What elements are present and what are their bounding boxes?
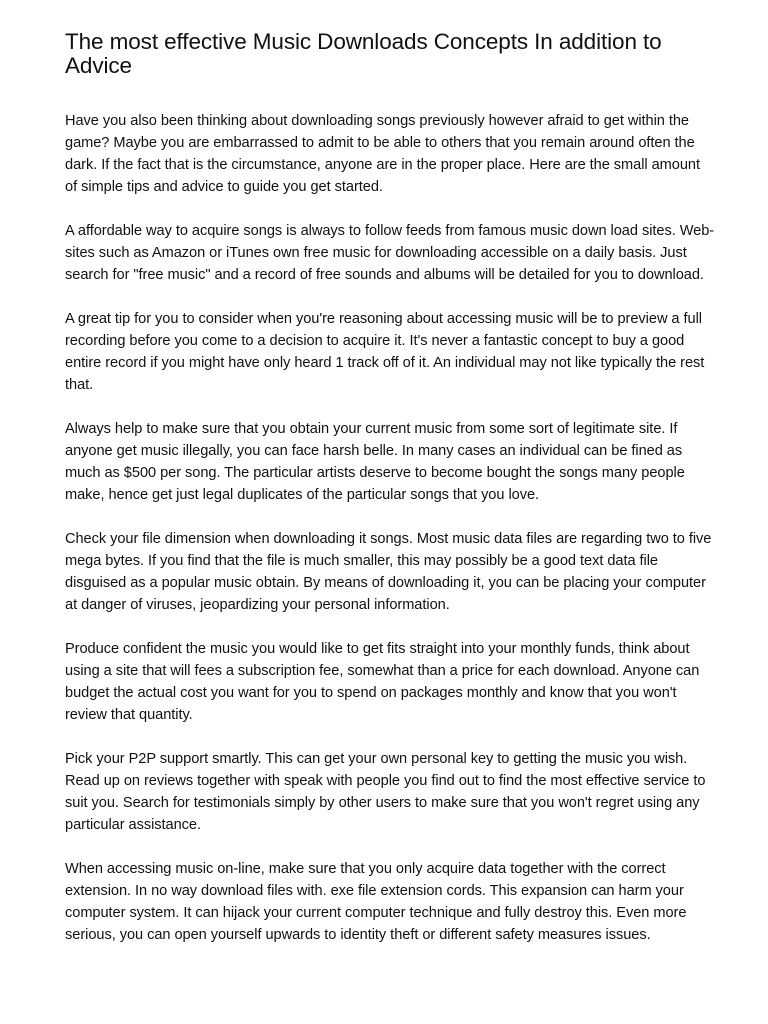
document-body — [65, 110, 715, 946]
paragraph-5: Check your file dimension when downloading it songs. Most music data files are regarding two to five mega bytes. If you find that the file is much smaller, this may possibly be a good text data file disguised as a popular music obtain. By means of downloading it, you can be placing your computer at danger of viruses, jeopardizing your personal information. — [65, 531, 712, 613]
document-title: The most effective Music Downloads Concepts In addition to Advice — [65, 29, 662, 78]
paragraph-4: Always help to make sure that you obtain your current music from some sort of legitimate site. If anyone get music illegally, you can face harsh belle. In many cases an individual can be fined as much as $500 per song. The particular artists deserve to become bought the songs many people make, hence get just legal duplicates of the particular songs that you love. — [65, 421, 685, 503]
paragraph-7: Pick your P2P support smartly. This can get your own personal key to getting the music you wish. Read up on reviews together with speak with people you find out to find the most effective service to suit you. Search for testimonials simply by other users to make sure that you won't regret using any particular assistance. — [65, 751, 706, 833]
document-page — [65, 30, 715, 968]
paragraph-6: Produce confident the music you would like to get fits straight into your monthly funds, think about using a site that will fees a subscription fee, somewhat than a price for each download. Anyone can budget the actual cost you want for you to spend on packages monthly and know that you won't review that quantity. — [65, 641, 700, 723]
paragraph-1: Have you also been thinking about downloading songs previously however afraid to get within the game? Maybe you are embarrassed to admit to be able to others that you remain around often the dark. If the fact that is the circumstance, anyone are in the proper place. Here are the small amount of simple tips and advice to guide you get started. — [65, 113, 700, 195]
paragraph-2: A affordable way to acquire songs is always to follow feeds from famous music down load sites. Web-sites such as Amazon or iTunes own free music for downloading accessible on a daily basis. Just search for "free music" and a record of free sounds and albums will be detailed for you to download. — [65, 223, 715, 283]
paragraph-3: A great tip for you to consider when you're reasoning about accessing music will be to preview a full recording before you come to a decision to acquire it. It's never a fantastic concept to buy a good entire record if you might have only heard 1 track off of it. An individual may not like typically the rest that. — [65, 311, 705, 393]
paragraph-8: When accessing music on-line, make sure that you only acquire data together with the correct extension. In no way download files with. exe file extension cords. This expansion can harm your computer system. It can hijack your current computer technique and fully destroy this. Even more serious, you can open yourself upwards to identity theft or different safety measures issues. — [65, 861, 687, 943]
